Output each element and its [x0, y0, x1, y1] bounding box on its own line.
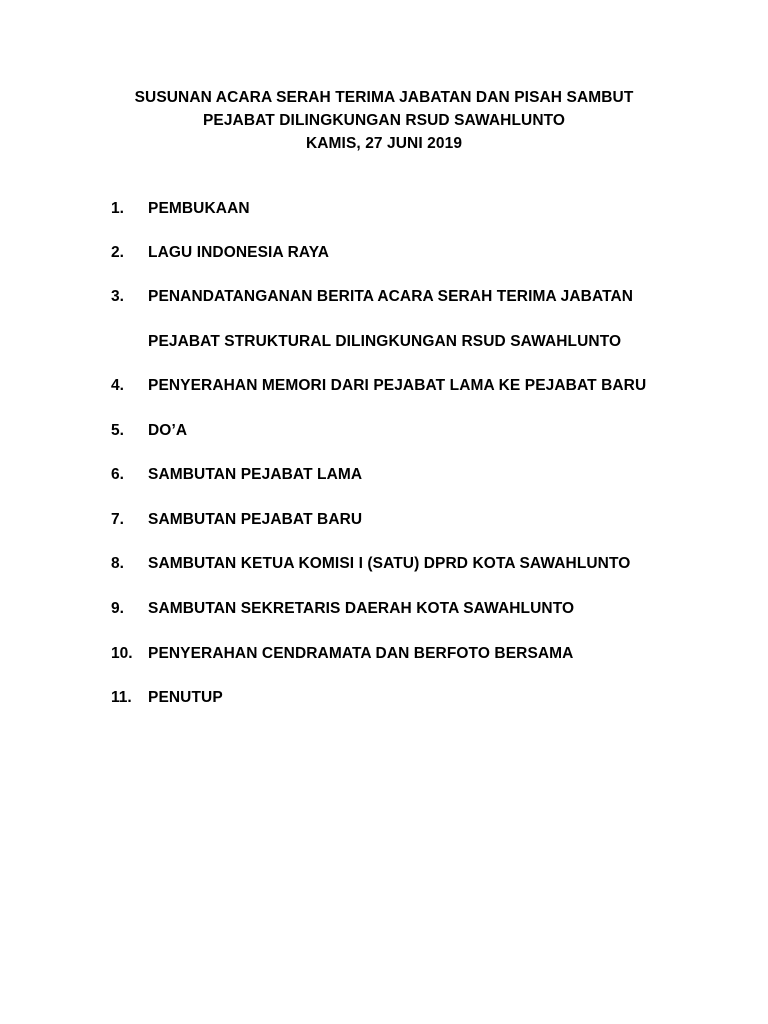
list-item-number: 9. [111, 600, 124, 617]
list-item [0, 422, 768, 444]
list-item-text: PEMBUKAAN [148, 200, 250, 217]
list-item-text: SAMBUTAN PEJABAT LAMA [148, 466, 363, 483]
list-item-text: SAMBUTAN KETUA KOMISI I (SATU) DPRD KOTA SAWAHLUNTO [148, 555, 631, 572]
list-item-number: 2. [111, 244, 124, 261]
list-item-number: 4. [111, 377, 124, 394]
list-item [0, 689, 768, 711]
list-item-text: LAGU INDONESIA RAYA [148, 244, 330, 261]
list-item-number: 3. [111, 288, 124, 305]
list-item [0, 600, 768, 622]
document-title-line-1: SUSUNAN ACARA SERAH TERIMA JABATAN DAN PISAH SAMBUT [134, 89, 634, 106]
list-item-text: PENANDATANGANAN BERITA ACARA SERAH TERIMA JABATAN [148, 288, 634, 305]
list-item-number: 8. [111, 555, 124, 572]
list-item [0, 511, 768, 533]
list-item-text: SAMBUTAN PEJABAT BARU [148, 511, 363, 528]
list-item [0, 555, 768, 577]
document-title-line-3: KAMIS, 27 JUNI 2019 [305, 135, 463, 152]
list-item-number: 7. [111, 511, 124, 528]
list-item-number: 10. [111, 645, 133, 662]
list-item-number: 11. [111, 689, 132, 706]
list-item-text: PENYERAHAN MEMORI DARI PEJABAT LAMA KE PEJABAT BARU [148, 377, 647, 394]
list-item [0, 244, 768, 266]
list-item-number: 5. [111, 422, 124, 439]
list-item [0, 377, 768, 399]
list-item-text: DO’A [148, 422, 188, 439]
list-item [0, 200, 768, 222]
list-item-text: SAMBUTAN SEKRETARIS DAERAH KOTA SAWAHLUNTO [148, 600, 575, 617]
document-title-line-2: PEJABAT DILINGKUNGAN RSUD SAWAHLUNTO [202, 112, 566, 129]
list-item-text: PENUTUP [148, 689, 223, 706]
list-item-number: 6. [111, 466, 124, 483]
list-item-continuation [0, 333, 768, 355]
list-item-text: PENYERAHAN CENDRAMATA DAN BERFOTO BERSAMA [148, 645, 574, 662]
list-item-continuation-text: PEJABAT STRUKTURAL DILINGKUNGAN RSUD SAWAHLUNTO [148, 333, 622, 350]
list-item [0, 288, 768, 310]
list-item [0, 466, 768, 488]
list-item-number: 1. [111, 200, 124, 217]
list-item [0, 645, 768, 667]
